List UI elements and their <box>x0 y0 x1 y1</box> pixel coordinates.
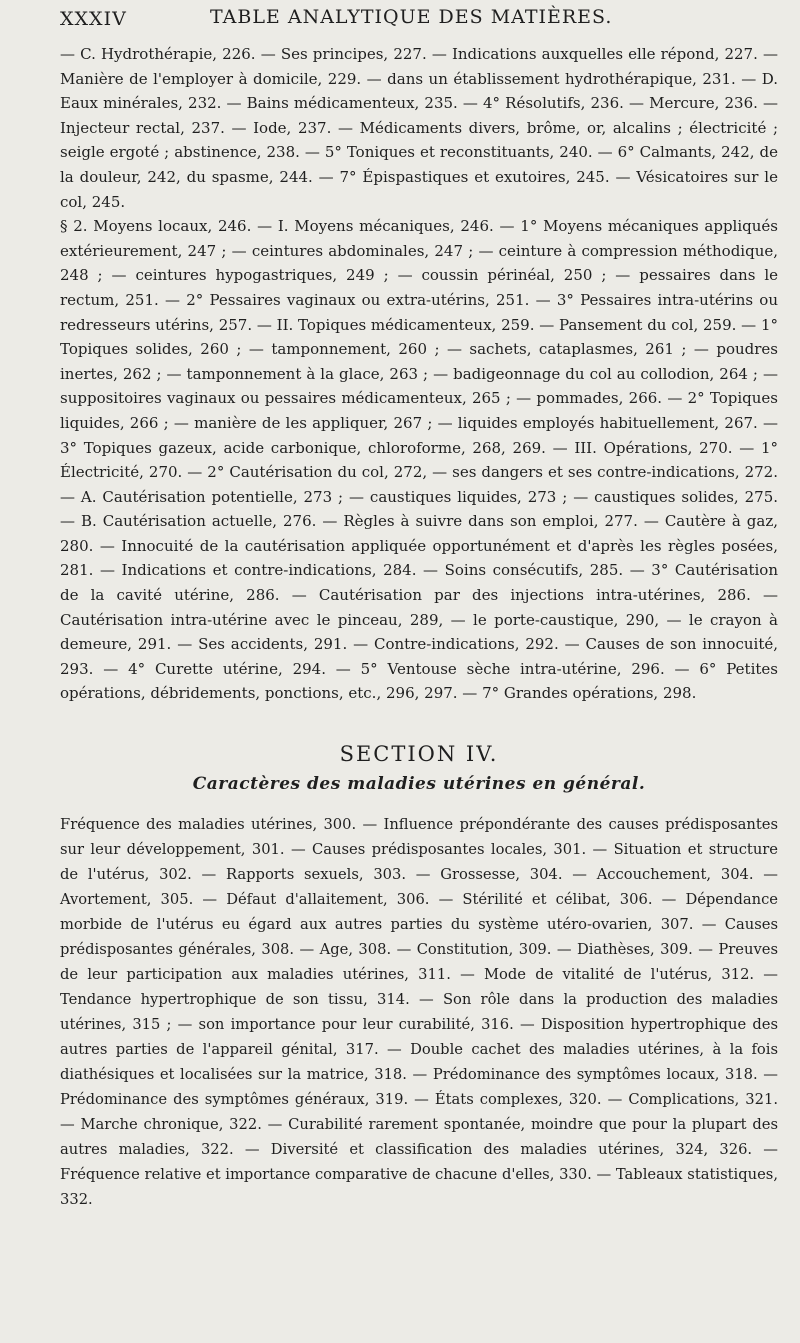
index-paragraph-section-iv: Fréquence des maladies utérines, 300. — Influence prépondérante des causes prédisposantes sur leur développement, 301. — Causes prédisposantes locales, 301. — Situation et structure de l'utérus, 302. — Rapports sexuels, 303. — Grossesse, 304. — Accouchement, 304. — Avortement, 305. — Défaut d'allaitement, 306. — Stérilité et célibat, 306. — Dépendance morbide de l'utérus eu égard aux autres parties du système utéro-ovarien, 307. — Causes prédisposantes générales, 308. — Age, 308. — Constitution, 309. — Diathèses, 309. — Preuves de leur participation aux maladies utérines, 311. — Mode de vitalité de l'utérus, 312. — Tendance hypertrophique de son tissu, 314. — Son rôle dans la production des maladies utérines, 315 ; — son importance pour leur curabilité, 316. — Disposition hypertrophique des autres parties de l'appareil génital, 317. — Double cachet des maladies utérines, à la fois diathésiques et localisées sur la matrice, 318. — Prédominance des symptômes locaux, 318. — Prédominance des symptômes généraux, 319. — États complexes, 320. — Complications, 321. — Marche chronique, 322. — Curabilité rarement spontanée, moindre que pour la plupart des autres maladies, 322. — Diversité et classification des maladies utérines, 324, 326. — Fréquence relative et importance comparative de chacune d'elles, 330. — Tableaux statistiques, 332. <box>60 816 778 1209</box>
page-number: XXXIV <box>60 8 127 30</box>
section-subtitle: Caractères des maladies utérines en général. <box>192 774 646 795</box>
index-paragraph-general-treatment: — C. Hydrothérapie, 226. — Ses principes, 227. — Indications auxquelles elle répond, 227. — Manière de l'employer à domicile, 229. — dans un établissement hydrothérapique, 231. — D. Eaux minérales, 232. — Bains médicamenteux, 235. — 4° Résolutifs, 236. — Mercure, 236. — Injecteur rectal, 237. — Iode, 237. — Médicaments divers, brôme, or, alcalins ; électricité ; seigle ergoté ; abstinence, 238. — 5° Toniques et reconstituants, 240. — 6° Calmants, 242, de la douleur, 242, du spasme, 244. — 7° Épispastiques et exutoires, 245. — Vésicatoires sur le col, 245. <box>60 45 778 211</box>
section-iv <box>60 736 778 1212</box>
section-title: SECTION IV. <box>339 742 499 767</box>
running-title: TABLE ANALYTIQUE DES MATIÈRES. <box>210 6 613 28</box>
index-paragraph-local-means: § 2. Moyens locaux, 246. — I. Moyens mécaniques, 246. — 1° Moyens mécaniques appliqués extérieurement, 247 ; — ceintures abdominales, 247 ; — ceinture à compression méthodique, 248 ; — ceintures hypogastriques, 249 ; — coussin périnéal, 250 ; — pessaires dans le rectum, 251. — 2° Pessaires vaginaux ou extra-utérins, 251. — 3° Pessaires intra-utérins ou redresseurs utérins, 257. — II. Topiques médicamenteux, 259. — Pansement du col, 259. — 1° Topiques solides, 260 ; — tamponnement, 260 ; — sachets, cataplasmes, 261 ; — poudres inertes, 262 ; — tamponnement à la glace, 263 ; — badigeonnage du col au collodion, 264 ; — suppositoires vaginaux ou pessaires médicamenteux, 265 ; — pommades, 266. — 2° Topiques liquides, 266 ; — manière de les appliquer, 267 ; — liquides employés habituellement, 267. — 3° Topiques gazeux, acide carbonique, chloroforme, 268, 269. — III. Opérations, 270. — 1° Électricité, 270. — 2° Cautérisation du col, 272, — ses dangers et ses contre-indications, 272. — A. Cautérisation potentielle, 273 ; — caustiques liquides, 273 ; — caustiques solides, 275. — B. Cautérisation actuelle, 276. — Règles à suivre dans son emploi, 277. — Cautère à gaz, 280. — Innocuité de la cautérisation appliquée opportunément et d'après les règles posées, 281. — Indications et contre-indications, 284. — Soins consécutifs, 285. — 3° Cautérisation de la cavité utérine, 286. — Cautérisation par des injections intra-utérines, 286. — Cautérisation intra-utérine avec le pinceau, 289, — le porte-caustique, 290, — le crayon à demeure, 291. — Ses accidents, 291. — Contre-indications, 292. — Causes de son innocuité, 293. — 4° Curette utérine, 294. — 5° Ventouse sèche intra-utérine, 296. — 6° Petites opérations, débridements, ponctions, etc., 296, 297. — 7° Grandes opérations, 298. <box>60 217 778 703</box>
page-header <box>60 0 778 40</box>
